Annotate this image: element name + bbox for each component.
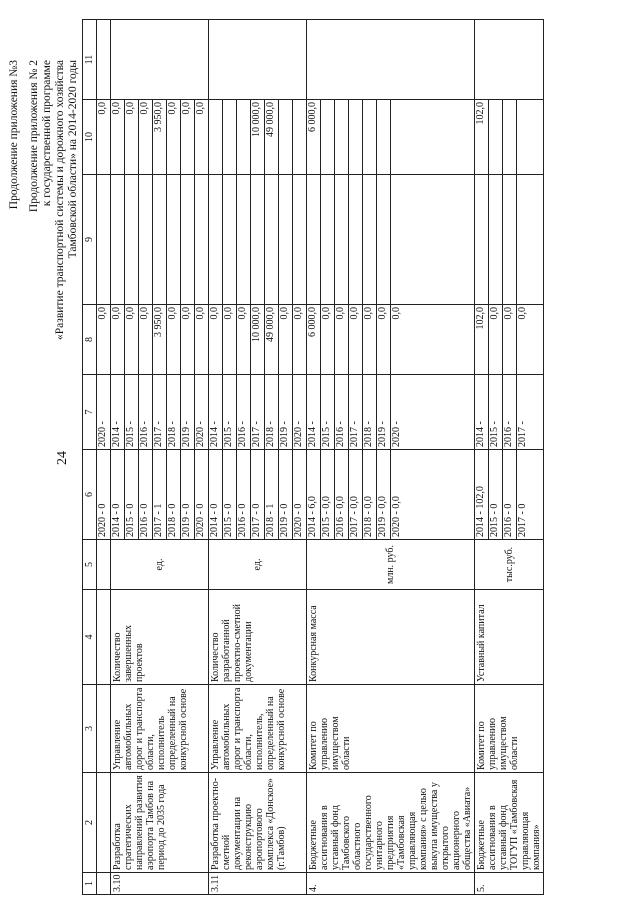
funding-years-line: 2020 - (391, 421, 402, 447)
regional-values-line (279, 100, 293, 174)
funding-values (111, 305, 209, 375)
funding-values-line: 0,0 (321, 305, 335, 374)
col-header: 1 (83, 873, 97, 895)
indicator-values-line: 2015 - 0 (223, 450, 237, 539)
program-table (82, 19, 544, 895)
funding-years-line: 2017 - (251, 375, 265, 449)
funding-years-line: 2016 - (335, 375, 349, 449)
federal-values-line (293, 175, 306, 304)
row-number: 3.11 (209, 873, 307, 895)
funding-values-line: 0,0 (139, 305, 153, 374)
indicator-values-line: 2017 - 0 (251, 450, 265, 539)
funding-years-line: 2014 - (209, 375, 223, 449)
row-number: 3.10 (111, 873, 209, 895)
funding-years-line: 2015 - (223, 375, 237, 449)
indicator-values-line: 2016 - 0 (503, 450, 517, 539)
regional-values-line (489, 100, 503, 174)
funding-values-line: 49 000,0 (265, 305, 279, 374)
regional-values-line: 49 000,0 (265, 100, 279, 174)
indicator-values-line: 2017 - 1 (153, 450, 167, 539)
funding-years-line: 2020 - (293, 421, 304, 447)
regional-values-line (335, 100, 349, 174)
indicator-values-line: 2018 - 0 (167, 450, 181, 539)
federal-values-line (125, 175, 139, 304)
measure-name: Бюджетные ассигнования в уставный фонд ТОГУП «Тамбовская управляющая компания» (475, 773, 544, 873)
regional-values-line (517, 100, 530, 174)
regional-values-line (293, 100, 306, 174)
col-header: 2 (83, 773, 97, 873)
funding-values-line: 0,0 (209, 305, 223, 374)
regional-values-line (349, 100, 363, 174)
indicator-values-line: 2016 - 0 (237, 450, 251, 539)
funding-years-line: 2020 - (195, 421, 206, 447)
funding-values-line: 0,0 (125, 305, 139, 374)
row-number (97, 873, 111, 895)
federal-values-line (251, 175, 265, 304)
federal-values-line (139, 175, 153, 304)
measure-name (97, 773, 111, 873)
header-line-2: Продолжение приложения № 2 (28, 60, 40, 213)
col-header: 9 (83, 175, 97, 305)
indicator-values-line: 2019 - 0,0 (377, 450, 391, 539)
funding-years-line: 2017 - (517, 421, 528, 447)
funding-years-line: 2016 - (139, 375, 153, 449)
funding-values (97, 305, 111, 375)
funding-years-line: 2014 - (475, 375, 489, 449)
column-number-row (83, 20, 97, 895)
table-row (97, 20, 111, 895)
federal-values-line (349, 175, 363, 304)
funding-years-line: 2014 - (307, 375, 321, 449)
federal-values-line (195, 175, 208, 304)
federal-values-line (111, 175, 125, 304)
table-body (97, 20, 544, 895)
indicator-values-line: 2020 - 0 (195, 503, 206, 537)
funding-values-line: 10 000,0 (251, 305, 265, 374)
table-row (307, 20, 475, 895)
table-row (111, 20, 209, 895)
funding-values (475, 305, 544, 375)
funding-years-line: 2014 - (111, 375, 125, 449)
funding-values-line: 3 950,0 (153, 305, 167, 374)
col-header: 8 (83, 305, 97, 375)
regional-values-line (377, 100, 391, 174)
regional-values-line (209, 100, 223, 174)
empty-cell (209, 20, 307, 100)
indicator-values-line: 2015 - 0 (125, 450, 139, 539)
funding-values-line: 0,0 (377, 305, 391, 374)
indicator-values-line: 2018 - 1 (265, 450, 279, 539)
regional-values-line (321, 100, 335, 174)
regional-values-line: 0,0 (97, 102, 108, 115)
federal-values (307, 175, 475, 305)
funding-years-line: 2018 - (265, 375, 279, 449)
col-header: 7 (83, 375, 97, 450)
measure-name: Разработка проектно-сметной документации на реконструкцию аэропортового комплекса «Донское» (г.Тамбов) (209, 773, 307, 873)
empty-cell (475, 20, 544, 100)
indicator-values-line: 2020 - 0 (97, 503, 108, 537)
header-line-1: Продолжение приложения №3 (8, 60, 20, 210)
col-header: 6 (83, 450, 97, 540)
regional-values-line: 102,0 (475, 100, 489, 174)
col-header: 4 (83, 590, 97, 685)
indicator-values (209, 450, 307, 540)
regional-values (97, 100, 111, 175)
indicator-values-line: 2020 - 0,0 (391, 496, 402, 537)
funding-values-line: 0,0 (181, 305, 195, 374)
regional-values-line: 0,0 (139, 100, 153, 174)
indicator-values-line: 2014 - 6,0 (307, 450, 321, 539)
indicator-values-line: 2015 - 0,0 (321, 450, 335, 539)
federal-values (111, 175, 209, 305)
regional-values-line: 0,0 (195, 102, 206, 115)
funding-values-line: 0,0 (195, 307, 206, 320)
indicator: Количество разработанной проектно-сметной документации (209, 590, 307, 685)
federal-values (209, 175, 307, 305)
federal-values-line (307, 175, 321, 304)
regional-values-line: 0,0 (167, 100, 181, 174)
funding-years (97, 375, 111, 450)
indicator: Конкурсная масса (307, 590, 475, 685)
table-row (475, 20, 544, 895)
regional-values-line (363, 100, 377, 174)
federal-values-line (363, 175, 377, 304)
regional-values-line: 10 000,0 (251, 100, 265, 174)
executor: Управление автомобильных дорог и транспорта области, исполнитель определенный на конкурсной основе (111, 685, 209, 773)
indicator-values (307, 450, 475, 540)
federal-values-line (237, 175, 251, 304)
regional-values-line: 0,0 (125, 100, 139, 174)
measure-name: Разработка стратегических направлений развития аэропорта Тамбов на период до 2035 года (111, 773, 209, 873)
indicator-values-line: 2016 - 0,0 (335, 450, 349, 539)
executor (97, 685, 111, 773)
federal-values-line (153, 175, 167, 304)
funding-values-line: 102,0 (475, 305, 489, 374)
indicator-values (475, 450, 544, 540)
regional-values-line (391, 100, 404, 174)
federal-values-line (489, 175, 503, 304)
indicator-values-line: 2018 - 0,0 (363, 450, 377, 539)
federal-values-line (167, 175, 181, 304)
col-header: 10 (83, 100, 97, 175)
regional-values (475, 100, 544, 175)
regional-values-line (237, 100, 251, 174)
row-number: 4. (307, 873, 475, 895)
funding-values-line: 0,0 (279, 305, 293, 374)
federal-values-line (391, 175, 404, 304)
regional-values-line: 3 950,0 (153, 100, 167, 174)
federal-values-line (335, 175, 349, 304)
federal-values (97, 175, 111, 305)
unit: тыс.руб. (475, 540, 544, 590)
funding-years-line: 2019 - (377, 375, 391, 449)
executor: Комитет по управлению имуществом области (475, 685, 544, 773)
regional-values-line (503, 100, 517, 174)
indicator-values-line: 2016 - 0 (139, 450, 153, 539)
federal-values-line (97, 175, 110, 304)
funding-years-line: 2017 - (153, 375, 167, 449)
funding-years-line: 2016 - (237, 375, 251, 449)
funding-values (209, 305, 307, 375)
regional-values (209, 100, 307, 175)
funding-years-line: 2016 - (503, 375, 517, 449)
regional-values (111, 100, 209, 175)
federal-values-line (181, 175, 195, 304)
funding-values-line: 0,0 (335, 305, 349, 374)
col-header: 5 (83, 540, 97, 590)
funding-years (475, 375, 544, 450)
empty-cell (307, 20, 475, 100)
funding-years-line: 2019 - (279, 375, 293, 449)
indicator-values-line: 2014 - 0 (111, 450, 125, 539)
funding-values-line: 0,0 (111, 305, 125, 374)
header-line-5: Тамбовской области» на 2014-2020 годы (67, 60, 79, 259)
measure-name: Бюджетные ассигнования в уставный фонд Тамбовского областного государственного унитарного предприятия «Тамбовская управляющая компания» с целью выкупа имущества у открытого акционерного общества «Авиата» (307, 773, 475, 873)
indicator-values-line: 2020 - 0 (293, 503, 304, 537)
col-header: 3 (83, 685, 97, 773)
indicator (97, 590, 111, 685)
federal-values-line (265, 175, 279, 304)
federal-values (475, 175, 544, 305)
funding-years-line: 2019 - (181, 375, 195, 449)
empty-cell (97, 20, 111, 100)
funding-values-line: 0,0 (489, 305, 503, 374)
funding-values-line: 0,0 (167, 305, 181, 374)
federal-values-line (377, 175, 391, 304)
federal-values-line (503, 175, 517, 304)
indicator-values-line: 2017 - 0,0 (349, 450, 363, 539)
funding-years (209, 375, 307, 450)
funding-values-line: 0,0 (517, 307, 528, 320)
indicator-values-line: 2014 - 102,0 (475, 450, 489, 539)
page-number: 24 (55, 451, 70, 465)
indicator-values-line: 2015 - 0 (489, 450, 503, 539)
federal-values-line (517, 175, 530, 304)
funding-years-line: 2015 - (125, 375, 139, 449)
indicator-values-line: 2019 - 0 (181, 450, 195, 539)
indicator-values (97, 450, 111, 540)
indicator: Уставный капитал (475, 590, 544, 685)
funding-years-line: 2015 - (321, 375, 335, 449)
funding-values-line: 0,0 (293, 307, 304, 320)
funding-values-line: 0,0 (223, 305, 237, 374)
unit: ед. (111, 540, 209, 590)
regional-values (307, 100, 475, 175)
appendix-continuation (8, 60, 21, 209)
funding-values-line: 0,0 (363, 305, 377, 374)
funding-values-line: 0,0 (349, 305, 363, 374)
unit: ед. (209, 540, 307, 590)
funding-years (307, 375, 475, 450)
executor: Комитет по управлению имуществом области (307, 685, 475, 773)
unit: млн. руб. (307, 540, 475, 590)
regional-values-line: 0,0 (181, 100, 195, 174)
federal-values-line (475, 175, 489, 304)
regional-values-line: 6 000,0 (307, 100, 321, 174)
funding-years-line: 2018 - (363, 375, 377, 449)
header-line-4: «Развитие транспортной системы и дорожного хозяйства (54, 60, 66, 340)
funding-years-line: 2020 - (97, 421, 108, 447)
funding-years-line: 2015 - (489, 375, 503, 449)
program-header (28, 60, 80, 340)
executor: Управление автомобильных дорог и транспорта области, исполнитель, определенный на конкурсной основе (209, 685, 307, 773)
header-line-3: к государственной программе (41, 60, 53, 207)
regional-values-line: 0,0 (111, 100, 125, 174)
funding-years-line: 2018 - (167, 375, 181, 449)
table-row (209, 20, 307, 895)
funding-values (307, 305, 475, 375)
funding-values-line: 0,0 (391, 307, 402, 320)
federal-values-line (223, 175, 237, 304)
indicator: Количество завершенных проектов (111, 590, 209, 685)
federal-values-line (279, 175, 293, 304)
row-number: 5. (475, 873, 544, 895)
funding-years-line: 2017 - (349, 375, 363, 449)
unit (97, 540, 111, 590)
funding-values-line: 6 000,0 (307, 305, 321, 374)
funding-values-line: 0,0 (97, 307, 108, 320)
indicator-values-line: 2014 - 0 (209, 450, 223, 539)
indicator-values (111, 450, 209, 540)
empty-cell (111, 20, 209, 100)
regional-values-line (223, 100, 237, 174)
funding-values-line: 0,0 (503, 305, 517, 374)
federal-values-line (321, 175, 335, 304)
indicator-values-line: 2017 - 0 (517, 503, 528, 537)
funding-years (111, 375, 209, 450)
col-header: 11 (83, 20, 97, 100)
funding-values-line: 0,0 (237, 305, 251, 374)
indicator-values-line: 2019 - 0 (279, 450, 293, 539)
federal-values-line (209, 175, 223, 304)
